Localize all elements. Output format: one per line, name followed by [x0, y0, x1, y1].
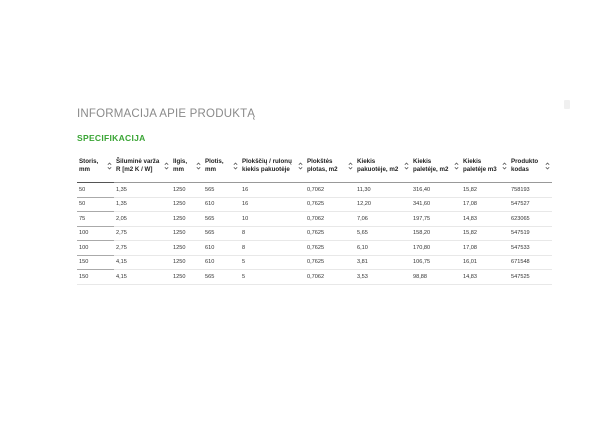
- table-cell: 610: [203, 255, 240, 270]
- table-cell: 150: [77, 255, 114, 270]
- table-cell: 4,15: [114, 255, 171, 270]
- column-header-thermal-resistance[interactable]: [114, 151, 171, 183]
- table-cell: 0,7625: [305, 226, 355, 241]
- sort-icon[interactable]: [233, 161, 238, 171]
- table-cell: 1250: [171, 226, 203, 241]
- table-row: [77, 212, 552, 227]
- table-cell: 100: [77, 241, 114, 256]
- specification-table: [77, 151, 552, 285]
- table-cell: 75: [77, 212, 114, 227]
- sort-icon[interactable]: [404, 161, 409, 171]
- table-cell: 5: [240, 270, 305, 285]
- table-cell: 50: [77, 183, 114, 198]
- table-cell: 5,65: [355, 226, 411, 241]
- table-row: [77, 226, 552, 241]
- table-cell: 5: [240, 255, 305, 270]
- table-cell: 3,81: [355, 255, 411, 270]
- table-row: [77, 183, 552, 198]
- table-cell: 16: [240, 197, 305, 212]
- column-header-length[interactable]: [171, 151, 203, 183]
- table-body: [77, 183, 552, 285]
- table-cell: 8: [240, 241, 305, 256]
- scroll-indicator[interactable]: [564, 100, 570, 109]
- table-cell: 547533: [509, 241, 552, 256]
- table-cell: 0,7625: [305, 197, 355, 212]
- table-cell: 12,20: [355, 197, 411, 212]
- table-cell: 341,60: [411, 197, 461, 212]
- column-header-product-code[interactable]: [509, 151, 552, 183]
- table-cell: 1250: [171, 255, 203, 270]
- sort-icon[interactable]: [298, 161, 303, 171]
- table-cell: 50: [77, 197, 114, 212]
- column-header-boards-per-pack[interactable]: [240, 151, 305, 183]
- table-cell: 610: [203, 197, 240, 212]
- table-cell: 1250: [171, 241, 203, 256]
- table-row: [77, 241, 552, 256]
- sort-icon[interactable]: [164, 161, 169, 171]
- table-cell: 17,08: [461, 197, 509, 212]
- table-cell: 2,75: [114, 241, 171, 256]
- table-cell: 547519: [509, 226, 552, 241]
- table-cell: 565: [203, 183, 240, 198]
- table-cell: 17,08: [461, 241, 509, 256]
- table-row: [77, 270, 552, 285]
- sort-icon[interactable]: [502, 161, 507, 171]
- table-cell: 623065: [509, 212, 552, 227]
- table-cell: 8: [240, 226, 305, 241]
- column-header-pallet-volume[interactable]: [461, 151, 509, 183]
- table-cell: 565: [203, 270, 240, 285]
- table-cell: 1250: [171, 197, 203, 212]
- table-cell: 15,82: [461, 226, 509, 241]
- sort-icon[interactable]: [107, 161, 112, 171]
- column-header-pallet-area[interactable]: [411, 151, 461, 183]
- table-cell: 671548: [509, 255, 552, 270]
- table-cell: 565: [203, 212, 240, 227]
- table-cell: 2,75: [114, 226, 171, 241]
- column-header-board-area[interactable]: [305, 151, 355, 183]
- column-header-label: Plokščių / rulonų kiekis pakuotėje: [242, 158, 292, 173]
- table-cell: 0,7625: [305, 255, 355, 270]
- table-cell: 170,80: [411, 241, 461, 256]
- table-cell: 2,05: [114, 212, 171, 227]
- table-cell: 0,7625: [305, 241, 355, 256]
- column-header-label: Kiekis paletėje m3: [463, 158, 497, 173]
- table-cell: 14,83: [461, 270, 509, 285]
- table-cell: 610: [203, 241, 240, 256]
- table-row: [77, 197, 552, 212]
- table-cell: 1250: [171, 270, 203, 285]
- table-cell: 14,83: [461, 212, 509, 227]
- table-cell: 0,7062: [305, 212, 355, 227]
- column-header-label: Produkto kodas: [511, 158, 539, 173]
- table-cell: 1250: [171, 212, 203, 227]
- table-cell: 16: [240, 183, 305, 198]
- column-header-thickness[interactable]: [77, 151, 114, 183]
- table-cell: 106,75: [411, 255, 461, 270]
- table-cell: 11,30: [355, 183, 411, 198]
- table-cell: 150: [77, 270, 114, 285]
- column-header-pack-area[interactable]: [355, 151, 411, 183]
- table-cell: 0,7062: [305, 183, 355, 198]
- table-cell: 316,40: [411, 183, 461, 198]
- table-cell: 565: [203, 226, 240, 241]
- column-header-label: Šiluminė varža R [m2 K / W]: [116, 158, 160, 173]
- table-row: [77, 255, 552, 270]
- column-header-label: Plokštės plotas, m2: [307, 158, 338, 173]
- sort-icon[interactable]: [348, 161, 353, 171]
- column-header-width[interactable]: [203, 151, 240, 183]
- table-cell: 1,35: [114, 197, 171, 212]
- sort-icon[interactable]: [196, 161, 201, 171]
- table-cell: 16,01: [461, 255, 509, 270]
- table-cell: 547527: [509, 197, 552, 212]
- table-cell: 4,15: [114, 270, 171, 285]
- table-cell: 0,7062: [305, 270, 355, 285]
- table-cell: 10: [240, 212, 305, 227]
- table-cell: 1250: [171, 183, 203, 198]
- table-cell: 100: [77, 226, 114, 241]
- table-cell: 1,35: [114, 183, 171, 198]
- sort-icon[interactable]: [454, 161, 459, 171]
- column-header-label: Ilgis, mm: [173, 158, 188, 173]
- table-cell: 6,10: [355, 241, 411, 256]
- sort-icon[interactable]: [545, 161, 550, 171]
- table-cell: 15,82: [461, 183, 509, 198]
- column-header-label: Kiekis paletėje, m2: [413, 158, 449, 173]
- specification-title: SPECIFIKACIJA: [77, 133, 146, 143]
- section-title: INFORMACIJA APIE PRODUKTĄ: [77, 108, 256, 120]
- table-cell: 7,06: [355, 212, 411, 227]
- column-header-label: Storis, mm: [79, 158, 99, 173]
- table-cell: 3,53: [355, 270, 411, 285]
- table-cell: 197,75: [411, 212, 461, 227]
- column-header-label: Plotis, mm: [205, 158, 224, 173]
- table-cell: 98,88: [411, 270, 461, 285]
- table-cell: 758193: [509, 183, 552, 198]
- column-header-label: Kiekis pakuotėje, m2: [357, 158, 399, 173]
- table-cell: 547525: [509, 270, 552, 285]
- table-header-row: [77, 151, 552, 183]
- table-cell: 158,20: [411, 226, 461, 241]
